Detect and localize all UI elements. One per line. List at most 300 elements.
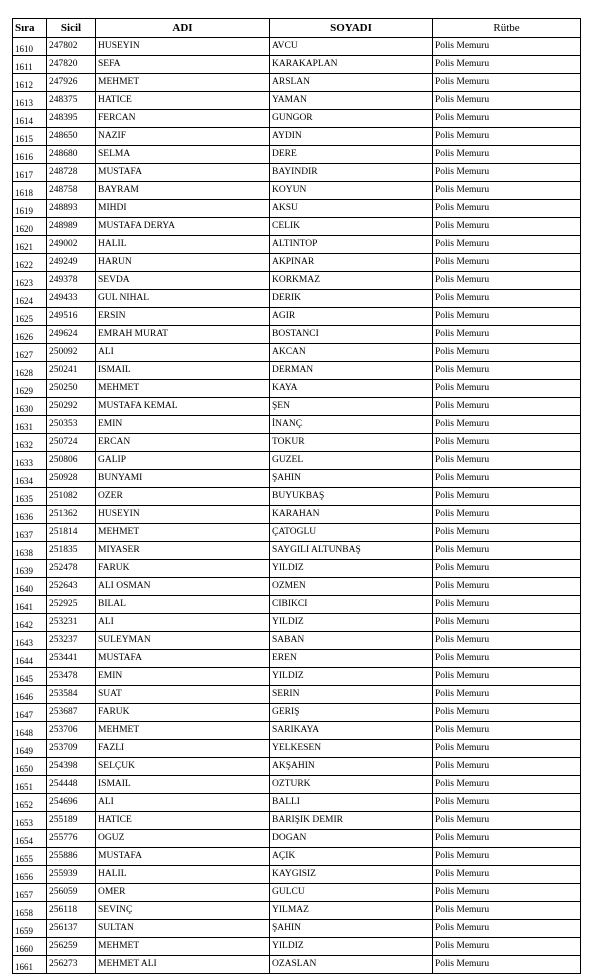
- table-row: [13, 902, 581, 920]
- cell-sira: 1623: [13, 272, 47, 290]
- cell-sicil: 255886: [47, 848, 96, 866]
- cell-sira: 1618: [13, 182, 47, 200]
- cell-soyadi: GUNGOR: [270, 110, 433, 128]
- header-sicil: Sicil: [47, 19, 96, 38]
- table-row: [13, 128, 581, 146]
- cell-rutbe: Polis Memuru: [433, 74, 581, 92]
- cell-sira: 1620: [13, 218, 47, 236]
- cell-sira: 1649: [13, 740, 47, 758]
- cell-rutbe: Polis Memuru: [433, 758, 581, 776]
- cell-adi: ISMAIL: [96, 776, 270, 794]
- cell-sicil: 247926: [47, 74, 96, 92]
- cell-sicil: 250292: [47, 398, 96, 416]
- table-row: [13, 578, 581, 596]
- table-row: [13, 704, 581, 722]
- cell-soyadi: CIBIKCI: [270, 596, 433, 614]
- cell-rutbe: Polis Memuru: [433, 416, 581, 434]
- cell-soyadi: YILDIZ: [270, 614, 433, 632]
- cell-rutbe: Polis Memuru: [433, 488, 581, 506]
- cell-sira: 1660: [13, 938, 47, 956]
- cell-adi: BUNYAMI: [96, 470, 270, 488]
- cell-rutbe: Polis Memuru: [433, 290, 581, 308]
- cell-rutbe: Polis Memuru: [433, 812, 581, 830]
- table-row: [13, 344, 581, 362]
- table-row: [13, 218, 581, 236]
- cell-rutbe: Polis Memuru: [433, 380, 581, 398]
- header-row: [13, 19, 581, 38]
- cell-adi: HUSEYIN: [96, 38, 270, 56]
- cell-soyadi: BOSTANCI: [270, 326, 433, 344]
- table-row: [13, 326, 581, 344]
- cell-soyadi: TOKUR: [270, 434, 433, 452]
- cell-sicil: 247802: [47, 38, 96, 56]
- table-row: [13, 758, 581, 776]
- cell-sira: 1619: [13, 200, 47, 218]
- cell-rutbe: Polis Memuru: [433, 776, 581, 794]
- cell-soyadi: YILMAZ: [270, 902, 433, 920]
- table-row: [13, 74, 581, 92]
- table-row: [13, 668, 581, 686]
- cell-adi: OZER: [96, 488, 270, 506]
- cell-sicil: 253584: [47, 686, 96, 704]
- cell-soyadi: KORKMAZ: [270, 272, 433, 290]
- cell-rutbe: Polis Memuru: [433, 578, 581, 596]
- cell-sicil: 249378: [47, 272, 96, 290]
- cell-sira: 1635: [13, 488, 47, 506]
- table-row: [13, 164, 581, 182]
- cell-sira: 1647: [13, 704, 47, 722]
- cell-soyadi: BARIŞIK DEMIR: [270, 812, 433, 830]
- cell-soyadi: ŞAHIN: [270, 920, 433, 938]
- table-row: [13, 866, 581, 884]
- cell-adi: MEHMET: [96, 938, 270, 956]
- cell-soyadi: YILDIZ: [270, 668, 433, 686]
- cell-soyadi: GERIŞ: [270, 704, 433, 722]
- table-row: [13, 920, 581, 938]
- table-row: [13, 272, 581, 290]
- table-row: [13, 92, 581, 110]
- cell-soyadi: ALTINTOP: [270, 236, 433, 254]
- cell-soyadi: OZMEN: [270, 578, 433, 596]
- cell-soyadi: AVCU: [270, 38, 433, 56]
- cell-soyadi: BAYINDIR: [270, 164, 433, 182]
- table-row: [13, 794, 581, 812]
- cell-sira: 1630: [13, 398, 47, 416]
- cell-sicil: 249002: [47, 236, 96, 254]
- cell-sira: 1615: [13, 128, 47, 146]
- cell-sicil: 252643: [47, 578, 96, 596]
- cell-rutbe: Polis Memuru: [433, 146, 581, 164]
- cell-adi: FAZLI: [96, 740, 270, 758]
- cell-sicil: 256259: [47, 938, 96, 956]
- cell-soyadi: DERMAN: [270, 362, 433, 380]
- cell-sira: 1653: [13, 812, 47, 830]
- table-row: [13, 434, 581, 452]
- cell-rutbe: Polis Memuru: [433, 110, 581, 128]
- table-row: [13, 542, 581, 560]
- cell-rutbe: Polis Memuru: [433, 830, 581, 848]
- cell-adi: GALIP: [96, 452, 270, 470]
- table-row: [13, 452, 581, 470]
- cell-sicil: 248989: [47, 218, 96, 236]
- cell-sira: 1627: [13, 344, 47, 362]
- table-row: [13, 56, 581, 74]
- cell-adi: HALIL: [96, 866, 270, 884]
- cell-adi: EMRAH MURAT: [96, 326, 270, 344]
- cell-adi: BILAL: [96, 596, 270, 614]
- cell-sira: 1655: [13, 848, 47, 866]
- cell-rutbe: Polis Memuru: [433, 632, 581, 650]
- cell-rutbe: Polis Memuru: [433, 794, 581, 812]
- cell-sira: 1641: [13, 596, 47, 614]
- cell-adi: GUL NIHAL: [96, 290, 270, 308]
- cell-adi: HUSEYIN: [96, 506, 270, 524]
- cell-soyadi: GUZEL: [270, 452, 433, 470]
- cell-adi: HALIL: [96, 236, 270, 254]
- personnel-list-page: [12, 18, 580, 974]
- cell-soyadi: OZASLAN: [270, 956, 433, 974]
- cell-sira: 1614: [13, 110, 47, 128]
- cell-sicil: 253478: [47, 668, 96, 686]
- cell-adi: ALI: [96, 344, 270, 362]
- cell-sicil: 252478: [47, 560, 96, 578]
- cell-sira: 1621: [13, 236, 47, 254]
- cell-rutbe: Polis Memuru: [433, 236, 581, 254]
- cell-sicil: 256137: [47, 920, 96, 938]
- cell-sicil: 256059: [47, 884, 96, 902]
- cell-sicil: 254398: [47, 758, 96, 776]
- cell-rutbe: Polis Memuru: [433, 956, 581, 974]
- cell-adi: ERSIN: [96, 308, 270, 326]
- cell-adi: MUSTAFA DERYA: [96, 218, 270, 236]
- cell-adi: MUSTAFA KEMAL: [96, 398, 270, 416]
- cell-sira: 1626: [13, 326, 47, 344]
- cell-sicil: 253237: [47, 632, 96, 650]
- cell-adi: MEHMET ALI: [96, 956, 270, 974]
- cell-rutbe: Polis Memuru: [433, 452, 581, 470]
- cell-sicil: 256118: [47, 902, 96, 920]
- cell-rutbe: Polis Memuru: [433, 200, 581, 218]
- cell-sira: 1640: [13, 578, 47, 596]
- cell-rutbe: Polis Memuru: [433, 884, 581, 902]
- cell-sicil: 253706: [47, 722, 96, 740]
- table-row: [13, 38, 581, 56]
- cell-soyadi: OZTURK: [270, 776, 433, 794]
- cell-sicil: 250092: [47, 344, 96, 362]
- cell-soyadi: DERE: [270, 146, 433, 164]
- cell-adi: OMER: [96, 884, 270, 902]
- cell-rutbe: Polis Memuru: [433, 182, 581, 200]
- cell-adi: OGUZ: [96, 830, 270, 848]
- cell-sicil: 251835: [47, 542, 96, 560]
- cell-soyadi: AKSU: [270, 200, 433, 218]
- cell-rutbe: Polis Memuru: [433, 614, 581, 632]
- cell-sira: 1632: [13, 434, 47, 452]
- cell-rutbe: Polis Memuru: [433, 470, 581, 488]
- cell-sira: 1657: [13, 884, 47, 902]
- cell-sira: 1658: [13, 902, 47, 920]
- cell-adi: MEHMET: [96, 722, 270, 740]
- table-row: [13, 722, 581, 740]
- cell-sicil: 249433: [47, 290, 96, 308]
- cell-rutbe: Polis Memuru: [433, 866, 581, 884]
- table-row: [13, 632, 581, 650]
- cell-sira: 1616: [13, 146, 47, 164]
- cell-sicil: 255939: [47, 866, 96, 884]
- cell-soyadi: ÇATOGLU: [270, 524, 433, 542]
- cell-soyadi: AKCAN: [270, 344, 433, 362]
- cell-sicil: 253231: [47, 614, 96, 632]
- table-row: [13, 470, 581, 488]
- cell-soyadi: KAYA: [270, 380, 433, 398]
- cell-sira: 1661: [13, 956, 47, 974]
- cell-soyadi: AKPINAR: [270, 254, 433, 272]
- table-row: [13, 560, 581, 578]
- cell-adi: MUSTAFA: [96, 650, 270, 668]
- cell-sicil: 248375: [47, 92, 96, 110]
- cell-adi: MEHMET: [96, 524, 270, 542]
- table-row: [13, 290, 581, 308]
- cell-adi: FERCAN: [96, 110, 270, 128]
- cell-soyadi: SAYGILI ALTUNBAŞ: [270, 542, 433, 560]
- cell-rutbe: Polis Memuru: [433, 740, 581, 758]
- cell-adi: ERCAN: [96, 434, 270, 452]
- header-sira: Sıra: [13, 19, 47, 38]
- cell-adi: SEVINÇ: [96, 902, 270, 920]
- cell-rutbe: Polis Memuru: [433, 272, 581, 290]
- cell-adi: SELMA: [96, 146, 270, 164]
- cell-sicil: 254448: [47, 776, 96, 794]
- cell-soyadi: SABAN: [270, 632, 433, 650]
- table-header: [13, 19, 581, 38]
- cell-sira: 1650: [13, 758, 47, 776]
- cell-soyadi: SERIN: [270, 686, 433, 704]
- cell-sira: 1631: [13, 416, 47, 434]
- table-row: [13, 254, 581, 272]
- cell-adi: HARUN: [96, 254, 270, 272]
- table-body: [13, 38, 581, 974]
- cell-adi: SEFA: [96, 56, 270, 74]
- cell-rutbe: Polis Memuru: [433, 218, 581, 236]
- cell-adi: EMIN: [96, 668, 270, 686]
- table-row: [13, 398, 581, 416]
- cell-soyadi: KOYUN: [270, 182, 433, 200]
- cell-sira: 1637: [13, 524, 47, 542]
- cell-soyadi: ŞAHIN: [270, 470, 433, 488]
- table-row: [13, 812, 581, 830]
- cell-rutbe: Polis Memuru: [433, 722, 581, 740]
- table-row: [13, 182, 581, 200]
- cell-sira: 1612: [13, 74, 47, 92]
- cell-soyadi: BUYUKBAŞ: [270, 488, 433, 506]
- cell-soyadi: YAMAN: [270, 92, 433, 110]
- cell-sira: 1633: [13, 452, 47, 470]
- cell-rutbe: Polis Memuru: [433, 164, 581, 182]
- cell-sicil: 251362: [47, 506, 96, 524]
- cell-rutbe: Polis Memuru: [433, 56, 581, 74]
- cell-rutbe: Polis Memuru: [433, 326, 581, 344]
- cell-soyadi: YILDIZ: [270, 560, 433, 578]
- cell-adi: ALI: [96, 614, 270, 632]
- cell-sicil: 247820: [47, 56, 96, 74]
- cell-sira: 1644: [13, 650, 47, 668]
- cell-sira: 1625: [13, 308, 47, 326]
- cell-rutbe: Polis Memuru: [433, 668, 581, 686]
- table-row: [13, 848, 581, 866]
- cell-rutbe: Polis Memuru: [433, 506, 581, 524]
- table-row: [13, 200, 581, 218]
- cell-sira: 1622: [13, 254, 47, 272]
- cell-adi: MUSTAFA: [96, 848, 270, 866]
- cell-rutbe: Polis Memuru: [433, 524, 581, 542]
- cell-sira: 1639: [13, 560, 47, 578]
- cell-soyadi: AGIR: [270, 308, 433, 326]
- cell-rutbe: Polis Memuru: [433, 560, 581, 578]
- cell-adi: ALI: [96, 794, 270, 812]
- cell-sira: 1610: [13, 38, 47, 56]
- cell-sira: 1652: [13, 794, 47, 812]
- cell-adi: EMIN: [96, 416, 270, 434]
- table-row: [13, 686, 581, 704]
- table-row: [13, 650, 581, 668]
- cell-adi: MIYASER: [96, 542, 270, 560]
- cell-rutbe: Polis Memuru: [433, 434, 581, 452]
- cell-sicil: 250353: [47, 416, 96, 434]
- cell-sira: 1628: [13, 362, 47, 380]
- table-row: [13, 830, 581, 848]
- cell-sira: 1617: [13, 164, 47, 182]
- header-soyadi: SOYADI: [270, 19, 433, 38]
- cell-adi: MUSTAFA: [96, 164, 270, 182]
- cell-adi: SULTAN: [96, 920, 270, 938]
- cell-soyadi: CELIK: [270, 218, 433, 236]
- cell-adi: ALI OSMAN: [96, 578, 270, 596]
- table-row: [13, 740, 581, 758]
- cell-adi: NAZIF: [96, 128, 270, 146]
- cell-adi: MIHDI: [96, 200, 270, 218]
- cell-sira: 1611: [13, 56, 47, 74]
- cell-rutbe: Polis Memuru: [433, 686, 581, 704]
- table-row: [13, 488, 581, 506]
- cell-sira: 1636: [13, 506, 47, 524]
- cell-adi: SULEYMAN: [96, 632, 270, 650]
- cell-soyadi: YELKESEN: [270, 740, 433, 758]
- cell-rutbe: Polis Memuru: [433, 128, 581, 146]
- cell-soyadi: AYDIN: [270, 128, 433, 146]
- table-row: [13, 236, 581, 254]
- cell-rutbe: Polis Memuru: [433, 362, 581, 380]
- cell-sicil: 255189: [47, 812, 96, 830]
- cell-sira: 1624: [13, 290, 47, 308]
- cell-rutbe: Polis Memuru: [433, 542, 581, 560]
- cell-rutbe: Polis Memuru: [433, 596, 581, 614]
- cell-sicil: 254696: [47, 794, 96, 812]
- cell-sicil: 253687: [47, 704, 96, 722]
- cell-rutbe: Polis Memuru: [433, 92, 581, 110]
- cell-rutbe: Polis Memuru: [433, 344, 581, 362]
- cell-sicil: 251082: [47, 488, 96, 506]
- cell-rutbe: Polis Memuru: [433, 38, 581, 56]
- header-adi: ADI: [96, 19, 270, 38]
- cell-adi: HATICE: [96, 92, 270, 110]
- cell-rutbe: Polis Memuru: [433, 848, 581, 866]
- cell-rutbe: Polis Memuru: [433, 254, 581, 272]
- table-row: [13, 146, 581, 164]
- cell-sira: 1643: [13, 632, 47, 650]
- cell-sira: 1659: [13, 920, 47, 938]
- table-row: [13, 938, 581, 956]
- cell-soyadi: DOGAN: [270, 830, 433, 848]
- cell-rutbe: Polis Memuru: [433, 938, 581, 956]
- cell-sicil: 248758: [47, 182, 96, 200]
- cell-rutbe: Polis Memuru: [433, 398, 581, 416]
- cell-sira: 1634: [13, 470, 47, 488]
- cell-soyadi: KAYGISIZ: [270, 866, 433, 884]
- cell-rutbe: Polis Memuru: [433, 650, 581, 668]
- cell-adi: SEVDA: [96, 272, 270, 290]
- personnel-table: [12, 18, 581, 974]
- table-row: [13, 416, 581, 434]
- table-row: [13, 380, 581, 398]
- cell-sicil: 248650: [47, 128, 96, 146]
- cell-soyadi: KARAKAPLAN: [270, 56, 433, 74]
- cell-adi: HATICE: [96, 812, 270, 830]
- cell-sicil: 250724: [47, 434, 96, 452]
- cell-sicil: 252925: [47, 596, 96, 614]
- table-row: [13, 362, 581, 380]
- cell-sicil: 250250: [47, 380, 96, 398]
- cell-soyadi: İNANÇ: [270, 416, 433, 434]
- cell-sicil: 249624: [47, 326, 96, 344]
- table-row: [13, 506, 581, 524]
- cell-sicil: 249249: [47, 254, 96, 272]
- cell-soyadi: AKŞAHIN: [270, 758, 433, 776]
- cell-sira: 1648: [13, 722, 47, 740]
- cell-rutbe: Polis Memuru: [433, 920, 581, 938]
- cell-sicil: 255776: [47, 830, 96, 848]
- table-row: [13, 110, 581, 128]
- cell-soyadi: ŞEN: [270, 398, 433, 416]
- cell-adi: BAYRAM: [96, 182, 270, 200]
- cell-rutbe: Polis Memuru: [433, 902, 581, 920]
- cell-adi: FARUK: [96, 560, 270, 578]
- cell-sicil: 248680: [47, 146, 96, 164]
- table-row: [13, 596, 581, 614]
- table-row: [13, 614, 581, 632]
- cell-sira: 1645: [13, 668, 47, 686]
- cell-adi: FARUK: [96, 704, 270, 722]
- table-row: [13, 308, 581, 326]
- cell-rutbe: Polis Memuru: [433, 704, 581, 722]
- cell-soyadi: EREN: [270, 650, 433, 668]
- cell-rutbe: Polis Memuru: [433, 308, 581, 326]
- cell-sira: 1651: [13, 776, 47, 794]
- cell-sira: 1646: [13, 686, 47, 704]
- cell-sicil: 256273: [47, 956, 96, 974]
- cell-sicil: 253709: [47, 740, 96, 758]
- cell-sira: 1629: [13, 380, 47, 398]
- cell-sicil: 248395: [47, 110, 96, 128]
- cell-adi: MEHMET: [96, 74, 270, 92]
- cell-sicil: 250241: [47, 362, 96, 380]
- cell-soyadi: AÇIK: [270, 848, 433, 866]
- table-row: [13, 776, 581, 794]
- cell-sicil: 253441: [47, 650, 96, 668]
- table-row: [13, 524, 581, 542]
- cell-adi: SUAT: [96, 686, 270, 704]
- cell-soyadi: DERIK: [270, 290, 433, 308]
- cell-sira: 1642: [13, 614, 47, 632]
